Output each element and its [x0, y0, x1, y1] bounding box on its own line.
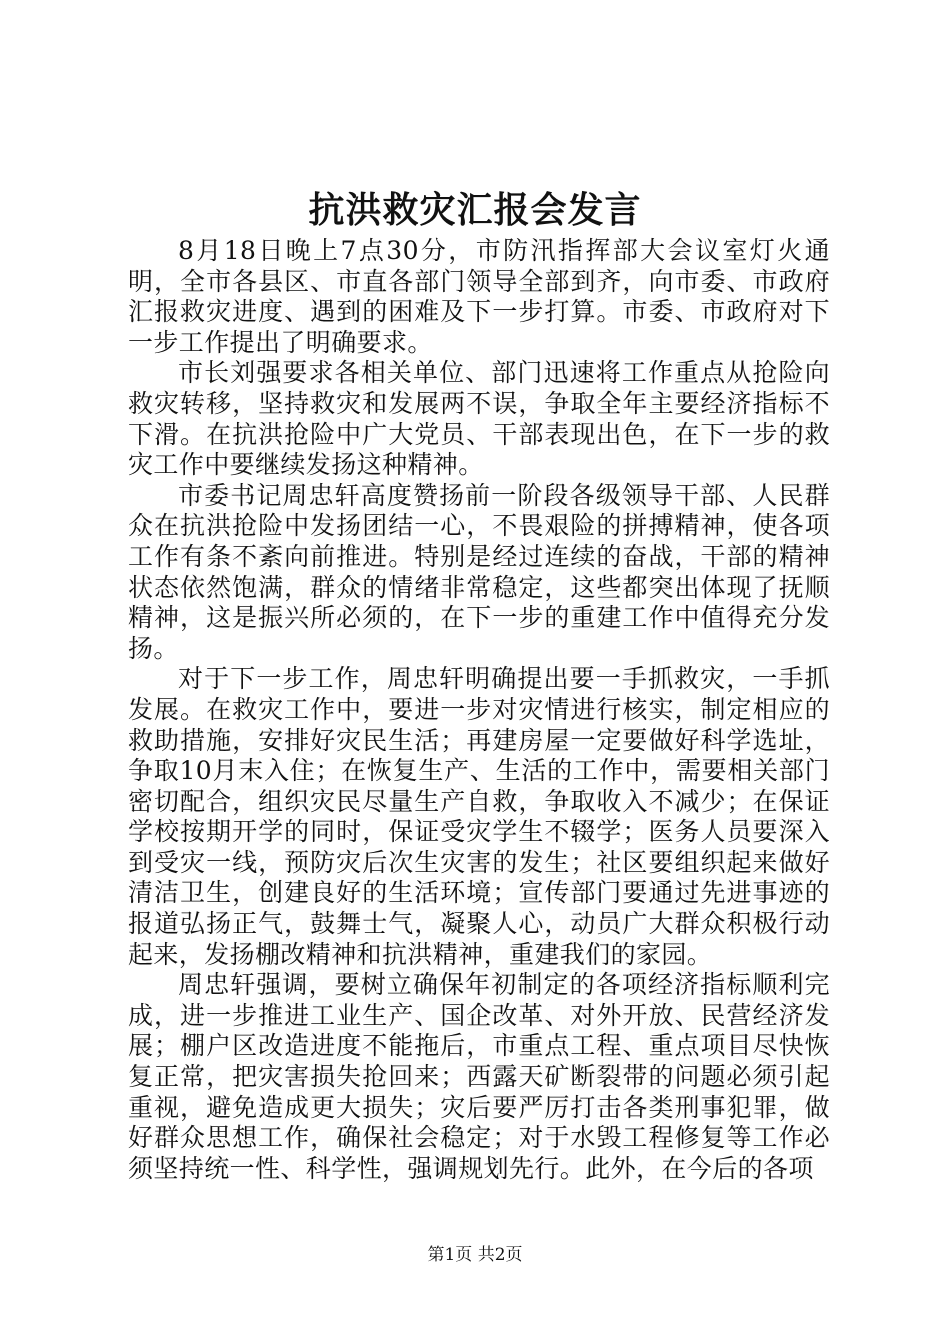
paragraph: 市长刘强要求各相关单位、部门迅速将工作重点从抢险向救灾转移，坚持救灾和发展两不误，争取全年主要经济指标不下滑。在抗洪抢险中广大党员、干部表现出色，在下一步的救灾工作中要继续发扬这种精神。 [128, 358, 830, 480]
document-title: 抗洪救灾汇报会发言 [308, 189, 642, 231]
document-body [128, 236, 830, 1184]
paragraph: 8月18日晚上7点30分，市防汛指挥部大会议室灯火通明，全市各县区、市直各部门领导全部到齐，向市委、市政府汇报救灾进度、遇到的困难及下一步打算。市委、市政府对下一步工作提出了明确要求。 [128, 236, 830, 357]
page-footer: 第1页 共2页 [427, 1245, 523, 1265]
paragraph: 对于下一步工作，周忠轩明确提出要一手抓救灾，一手抓发展。在救灾工作中，要进一步对灾情进行核实，制定相应的救助措施，安排好灾民生活；再建房屋一定要做好科学选址，争取10月末入住；在恢复生产、生活的工作中，需要相关部门密切配合，组织灾民尽量生产自救，争取收入不减少；在保证学校按期开学的同时，保证受灾学生不辍学；医务人员要深入到受灾一线，预防灾后次生灾害的发生；社区要组织起来做好清洁卫生，创建良好的生活环境；宣传部门要通过先进事迹的报道弘扬正气，鼓舞士气，凝聚人心，动员广大群众积极行动起来，发扬棚改精神和抗洪精神，重建我们的家园。 [128, 664, 830, 969]
paragraph: 市委书记周忠轩高度赞扬前一阶段各级领导干部、人民群众在抗洪抢险中发扬团结一心，不畏艰险的拼搏精神，使各项工作有条不紊向前推进。特别是经过连续的奋战，干部的精神状态依然饱满，群众的情绪非常稳定，这些都突出体现了抚顺精神，这是振兴所必须的，在下一步的重建工作中值得充分发扬。 [128, 480, 830, 663]
paragraph: 周忠轩强调，要树立确保年初制定的各项经济指标顺利完成，进一步推进工业生产、国企改革、对外开放、民营经济发展；棚户区改造进度不能拖后，市重点工程、重点项目尽快恢复正常，把灾害损失抢回来；西露天矿断裂带的问题必须引起重视，避免造成更大损失；灾后要严厉打击各类刑事犯罪，做好群众思想工作，确保社会稳定；对于水毁工程修复等工作必须坚持统一性、科学性，强调规划先行。此外，在今后的各项 [128, 970, 830, 1183]
